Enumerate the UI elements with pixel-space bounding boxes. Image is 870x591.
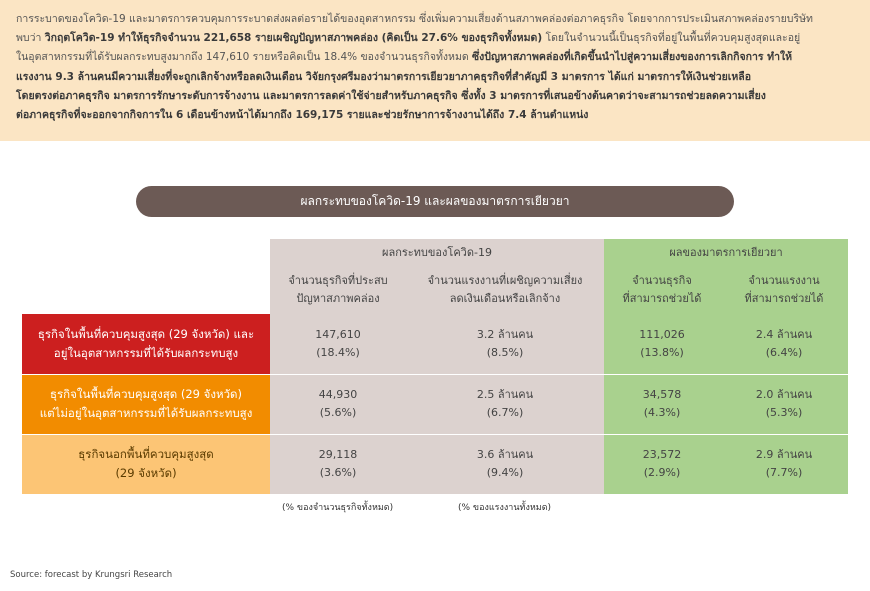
- row3-businesses-helped-pct: (2.9%): [643, 466, 681, 479]
- header-col-businesses-helped-l2: ที่สามารถช่วยได้: [622, 292, 702, 305]
- row3-workers-helped-pct: (7.7%): [765, 466, 803, 479]
- row3-workers-pct: (9.4%): [486, 466, 524, 479]
- intro-line-6: ต่อภาคธุรกิจที่จะออกจากกิจการใน 6 เดือนข้างหน้าได้มากถึง 169,175 รายและช่วยรักษาการจ้างงานได้ถึง 7.4 ล้านตำแหน่ง: [16, 109, 589, 122]
- row2-workers-value: 2.5 ล้านคน: [476, 388, 534, 401]
- source-note: Source: forecast by Krungsri Research: [10, 570, 173, 580]
- row3-workers-value: 3.6 ล้านคน: [476, 448, 534, 461]
- row-label-3: [22, 434, 270, 494]
- intro-line-5: โดยตรงต่อภาคธุรกิจ มาตรการรักษาระดับการจ้างงาน และมาตรการลดค่าใช้จ่ายสำหรับภาคธุรกิจ ซึ่งทั้ง 3 มาตรการที่เสนอข้างต้นคาดว่าจะสามารถช่วยลดความเสี่ยง: [16, 89, 766, 102]
- header-col-workers: [406, 266, 604, 314]
- row2-businesses-value: 44,930: [318, 388, 358, 401]
- row-label-1: [22, 314, 270, 374]
- row3-workers-helped: [720, 434, 848, 494]
- row-label-1-l2: อยู่ในอุตสาหกรรมที่ได้รับผลกระทบสูง: [53, 346, 239, 360]
- header-measure-group: ผลของมาตรการเยียวยา: [604, 239, 848, 266]
- row1-businesses-helped-pct: (13.8%): [640, 346, 684, 359]
- row3-businesses-pct: (3.6%): [319, 466, 357, 479]
- row2-businesses-helped-value: 34,578: [642, 388, 682, 401]
- row2-workers-helped: [720, 374, 848, 434]
- row-divider: [22, 434, 848, 435]
- row2-businesses: [270, 374, 406, 434]
- header-col-businesses-helped: [604, 266, 720, 314]
- row1-workers-helped-value: 2.4 ล้านคน: [755, 328, 813, 341]
- row3-businesses-helped-value: 23,572: [642, 448, 682, 461]
- row-label-2: [22, 374, 270, 434]
- row-label-3-l2: (29 จังหวัด): [115, 466, 177, 480]
- row3-businesses: [270, 434, 406, 494]
- header-col-workers-helped-l1: จำนวนแรงงาน: [748, 274, 820, 287]
- row1-businesses-pct: (18.4%): [316, 346, 360, 359]
- row1-workers-helped-pct: (6.4%): [765, 346, 803, 359]
- header-col-businesses-l2: ปัญหาสภาพคล่อง: [296, 292, 380, 305]
- row1-workers-value: 3.2 ล้านคน: [476, 328, 534, 341]
- row2-businesses-helped-pct: (4.3%): [643, 406, 681, 419]
- row3-businesses-value: 29,118: [318, 448, 358, 461]
- row2-businesses-pct: (5.6%): [319, 406, 357, 419]
- intro-line-3-pre: ในอุตสาหกรรมที่ได้รับผลกระทบสูงมากถึง 147,610 รายหรือคิดเป็น 18.4% ของจำนวนธุรกิจทั้งหมด: [16, 51, 473, 64]
- intro-line-4: แรงงาน 9.3 ล้านคนมีความเสี่ยงที่จะถูกเลิกจ้างหรือลดเงินเดือน วิจัยกรุงศรีมองว่ามาตรการเยียวยาภาคธุรกิจที่สำคัญมี 3 มาตรการ ได้แก่ มาตรการให้เงินช่วยเหลือ: [16, 70, 751, 83]
- note-worker-pct: (% ของแรงงานทั้งหมด): [458, 503, 552, 513]
- row3-workers: [406, 434, 604, 494]
- row1-workers-helped: [720, 314, 848, 374]
- row-label-2-l2: แต่ไม่อยู่ในอุตสาหกรรมที่ได้รับผลกระทบสูง: [39, 406, 253, 420]
- row1-businesses-helped-value: 111,026: [639, 328, 685, 341]
- row1-businesses: [270, 314, 406, 374]
- row1-businesses-helped: [604, 314, 720, 374]
- row3-workers-helped-value: 2.9 ล้านคน: [755, 448, 813, 461]
- intro-panel: [0, 0, 870, 141]
- header-col-businesses: [270, 266, 406, 314]
- header-col-businesses-helped-l1: จำนวนธุรกิจ: [632, 274, 692, 287]
- intro-line-2-post: โดยในจำนวนนี้เป็นธุรกิจที่อยู่ในพื้นที่ควบคุมสูงสุดและอยู่: [542, 32, 801, 45]
- note-business-pct: (% ของจำนวนธุรกิจทั้งหมด): [282, 503, 394, 513]
- intro-line-2-pre: พบว่า: [16, 32, 45, 45]
- row2-workers-pct: (6.7%): [486, 406, 524, 419]
- intro-paragraph: [16, 10, 854, 125]
- row-divider: [22, 374, 848, 375]
- row2-workers: [406, 374, 604, 434]
- header-col-workers-l1: จำนวนแรงงานที่เผชิญความเสี่ยง: [427, 274, 583, 287]
- row-label-2-l1: ธุรกิจในพื้นที่ควบคุมสูงสุด (29 จังหวัด): [49, 387, 243, 401]
- row-label-1-l1: ธุรกิจในพื้นที่ควบคุมสูงสุด (29 จังหวัด) และ: [37, 327, 255, 341]
- row2-workers-helped-pct: (5.3%): [765, 406, 803, 419]
- table-banner: ผลกระทบของโควิด-19 และผลของมาตรการเยียวยา: [136, 186, 734, 217]
- header-col-workers-l2: ลดเงินเดือนหรือเลิกจ้าง: [449, 292, 561, 305]
- intro-line-1: การระบาดของโควิด-19 และมาตรการควบคุมการระบาดส่งผลต่อรายได้ของอุตสาหกรรม ซึ่งเพิ่มความเสี่ยงด้านสภาพคล่องต่อภาคธุรกิจ โดยจากการประเมินสภาพคล่องรายบริษัท: [16, 13, 813, 25]
- header-impact-group: ผลกระทบของโควิด-19: [270, 239, 604, 266]
- intro-line-2-bold: วิกฤตโควิด-19 ทำให้ธุรกิจจำนวน 221,658 รายเผชิญปัญหาสภาพคล่อง (คิดเป็น 27.6% ของธุรกิจทั้งหมด): [44, 32, 543, 45]
- row3-businesses-helped: [604, 434, 720, 494]
- row1-workers: [406, 314, 604, 374]
- row1-workers-pct: (8.5%): [486, 346, 524, 359]
- header-col-workers-helped-l2: ที่สามารถช่วยได้: [744, 292, 824, 305]
- intro-line-3-bold: ซึ่งปัญหาสภาพคล่องที่เกิดขึ้นนำไปสู่ความเสี่ยงของการเลิกกิจการ ทำให้: [472, 51, 793, 64]
- row2-businesses-helped: [604, 374, 720, 434]
- header-col-businesses-l1: จำนวนธุรกิจที่ประสบ: [288, 274, 388, 287]
- row-label-3-l1: ธุรกิจนอกพื้นที่ควบคุมสูงสุด: [78, 447, 214, 461]
- row2-workers-helped-value: 2.0 ล้านคน: [755, 388, 813, 401]
- row1-businesses-value: 147,610: [315, 328, 361, 341]
- header-col-workers-helped: [720, 266, 848, 314]
